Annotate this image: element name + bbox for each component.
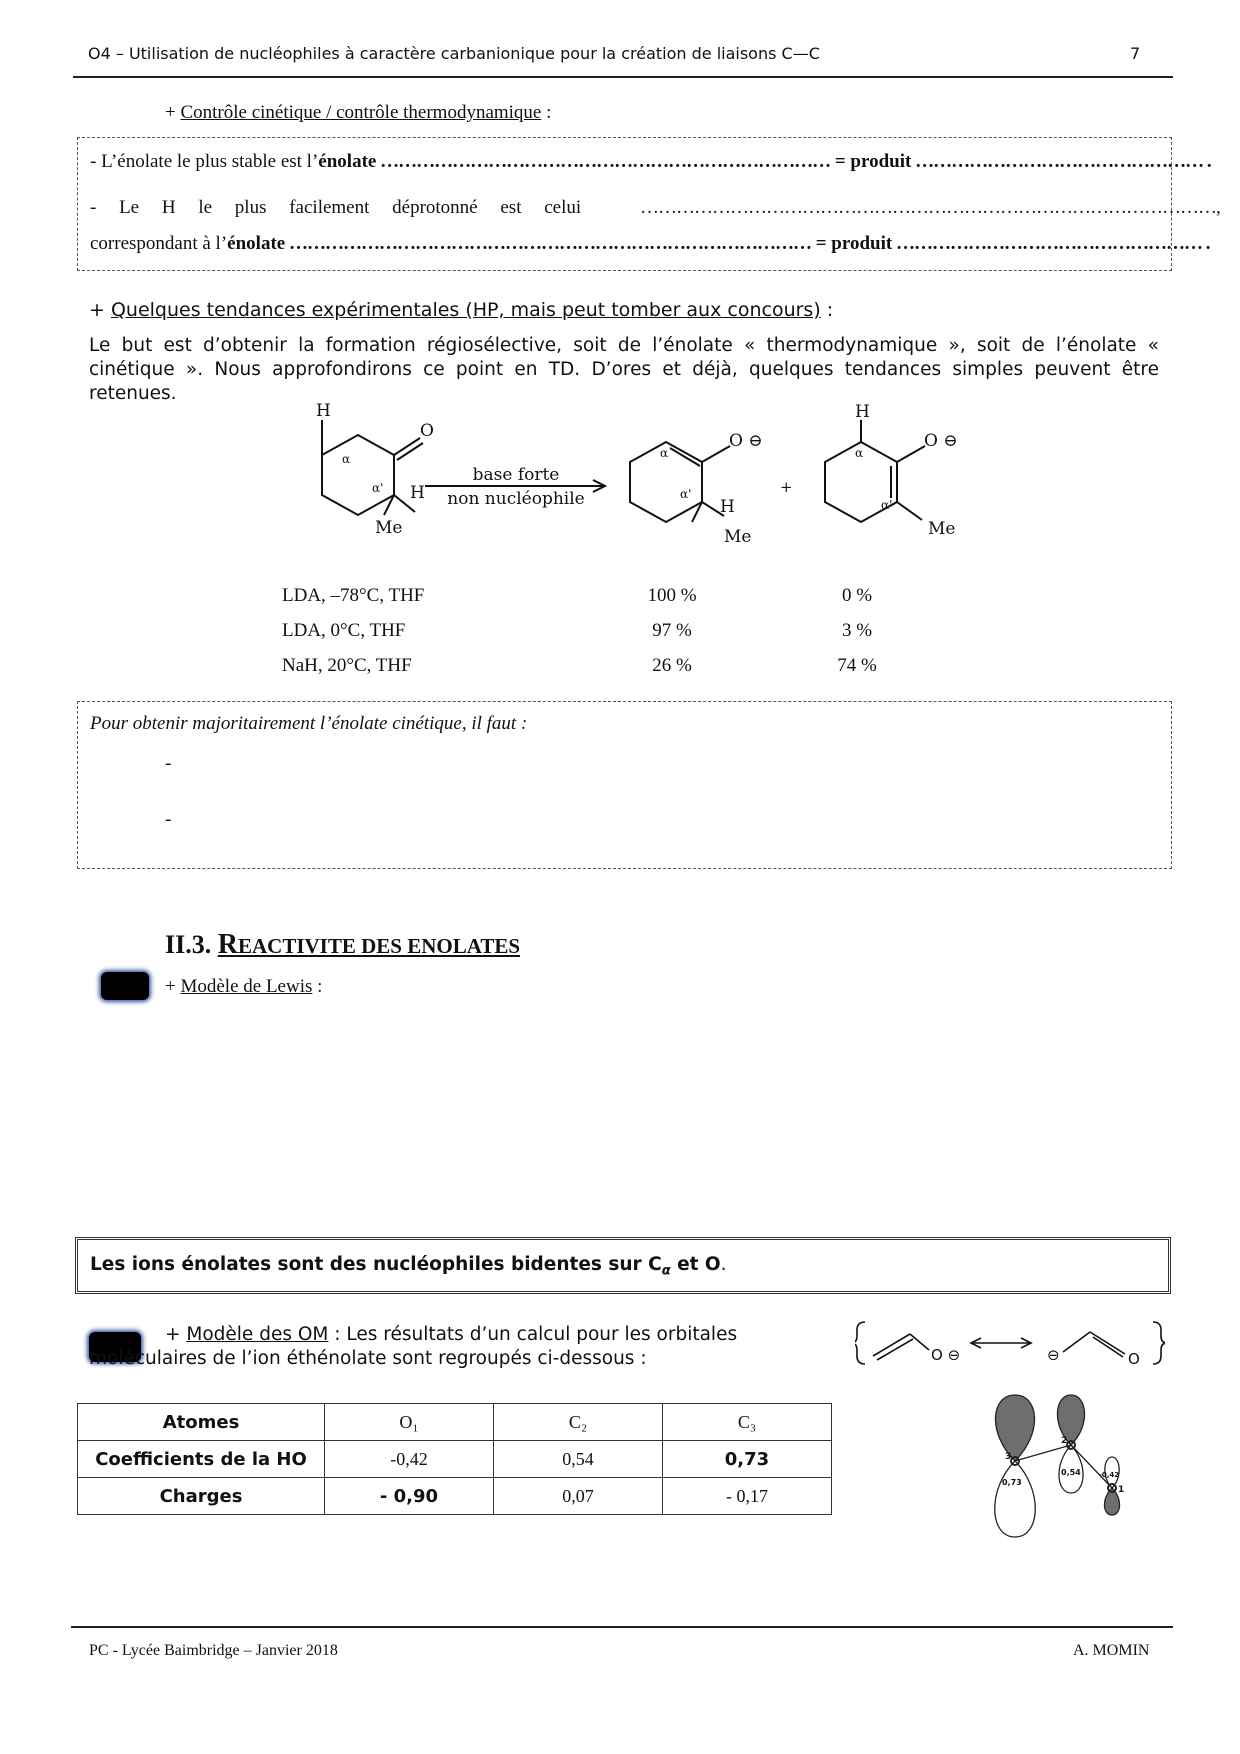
table-cell: -0,42 [325, 1441, 494, 1478]
orbital-coef-c3: 0,73 [1002, 1478, 1022, 1487]
table-header-c2: C₂ [494, 1404, 663, 1441]
control-box [77, 137, 1220, 271]
footer-rule [71, 1626, 1173, 1628]
key-statement-text: Les ions énolates sont des nucléophiles bidentes sur $C_\alpha$ et O. [90, 1254, 727, 1279]
table-cell: - 0,90 [325, 1478, 494, 1515]
page-number: 7 [1130, 44, 1141, 63]
table-header-atoms: Atomes [78, 1404, 325, 1441]
kinetic-H-label: H [720, 497, 735, 517]
enolate-reaction-scheme [260, 400, 980, 560]
control-line-1: - L’énolate le plus stable est l’énolate ………………………………………………………………… = produit ………………………………………… . [90, 151, 1211, 172]
header-title: O4 – Utilisation de nucléophiles à caractère carbanionique pour la création de liaisons C—C [88, 44, 820, 63]
kinetic-answer-box [77, 701, 1172, 869]
footer-left: PC - Lycée Baimbridge – Janvier 2018 [89, 1642, 338, 1659]
row-label-charges: Charges [78, 1478, 325, 1515]
table-header-c3: C₃ [663, 1404, 832, 1441]
resonance-O-right: O [1128, 1350, 1140, 1368]
trends-heading: + Quelques tendances expérimentales (HP, mais peut tomber aux concours) : [89, 299, 834, 321]
resonance-structures [855, 1318, 1165, 1368]
kinetic-O-label: O ⊖ [729, 431, 763, 451]
ketone-O-label: O [420, 421, 434, 441]
table-row [78, 1404, 832, 1441]
kinetic-Me-label: Me [724, 527, 752, 547]
ketone-alpha: α [342, 452, 351, 466]
orbital-coef-o1: -0,42 [1099, 1471, 1120, 1479]
orbital-coef-c2: 0,54 [1061, 1468, 1081, 1477]
table-header-o1: O₁ [325, 1404, 494, 1441]
control-line-2: - Le H le plus facilement déprotonné est celui ……………………………………………………………………………………, [90, 197, 1220, 218]
orbital-label-1: 1 [1118, 1485, 1125, 1495]
condition-row: LDA, –78°C, THF 100 % 0 % [282, 585, 873, 606]
thermo-O-label: O ⊖ [924, 431, 958, 451]
condition-row: NaH, 20°C, THF 26 % 74 % [282, 655, 877, 676]
table-row [78, 1478, 832, 1515]
arrow-label-2: non nucléophile [447, 489, 585, 509]
table-cell: - 0,17 [663, 1478, 832, 1515]
ketone-Me-label: Me [375, 518, 403, 538]
thermo-H-label: H [855, 402, 870, 422]
orbital-diagram [985, 1393, 1135, 1543]
ketone-H-label: H [316, 401, 331, 421]
kinetic-bullet-1: - [165, 753, 172, 774]
arrow-label-1: base forte [472, 465, 560, 485]
resonance-minus-right: ⊖ [1047, 1346, 1060, 1364]
orbital-label-2: 2 [1061, 1436, 1068, 1446]
orbital-lobe-c3-top [995, 1395, 1034, 1461]
section-heading: II.3. REACTIVITE DES ENOLATES [165, 929, 521, 960]
table-cell: 0,54 [494, 1441, 663, 1478]
ketone-H2-label: H [410, 483, 425, 503]
lewis-heading: + Modèle de Lewis : [165, 976, 323, 997]
control-line-3: correspondant à l’énolate …………………………………………………………………………… = produit …………………………………………… . [90, 233, 1210, 254]
thermo-alpha-prime: α' [881, 498, 893, 512]
row-label-ho: Coefficients de la HO [78, 1441, 325, 1478]
resonance-O-minus-left: O ⊖ [931, 1346, 961, 1364]
kinetic-prompt: Pour obtenir majoritairement l’énolate cinétique, il faut : [90, 713, 528, 734]
conditions-list [282, 578, 932, 683]
key-statement-box [75, 1237, 1171, 1294]
redacted-key-1 [101, 972, 149, 1000]
ketone-ring [322, 435, 394, 515]
table-cell: 0,73 [663, 1441, 832, 1478]
header-rule [73, 76, 1173, 78]
kinetic-alpha-prime: α' [680, 487, 692, 501]
om-paragraph: + Modèle des OM : Les résultats d’un calcul pour les orbitales moléculaires de l’ion éthénolate sont regroupés ci-dessous : [89, 1324, 738, 1369]
thermo-Me-label: Me [928, 519, 956, 539]
ketone-alpha-prime: α' [372, 481, 384, 495]
orbital-lobe-c3-bottom [995, 1461, 1036, 1537]
table-row [78, 1441, 832, 1478]
thermo-alpha: α [855, 446, 864, 460]
kinetic-bullet-2: - [165, 809, 172, 830]
table-cell: 0,07 [494, 1478, 663, 1515]
footer-right: A. MOMIN [1073, 1642, 1150, 1659]
control-heading: + Contrôle cinétique / contrôle thermodynamique : [165, 102, 552, 123]
om-table [77, 1403, 832, 1515]
kinetic-alpha: α [660, 446, 669, 460]
condition-row: LDA, 0°C, THF 97 % 3 % [282, 620, 873, 641]
orbital-label-3: 3 [1005, 1452, 1012, 1462]
trends-paragraph: Le but est d’obtenir la formation régiosélective, soit de l’énolate « thermodynamique », soit de l’énolate « cinétique ». Nous approfondirons ce point en TD. D’ores et déjà, quelques tendances simples peuvent être retenues. [89, 335, 1159, 404]
scheme-plus: + [780, 478, 793, 496]
